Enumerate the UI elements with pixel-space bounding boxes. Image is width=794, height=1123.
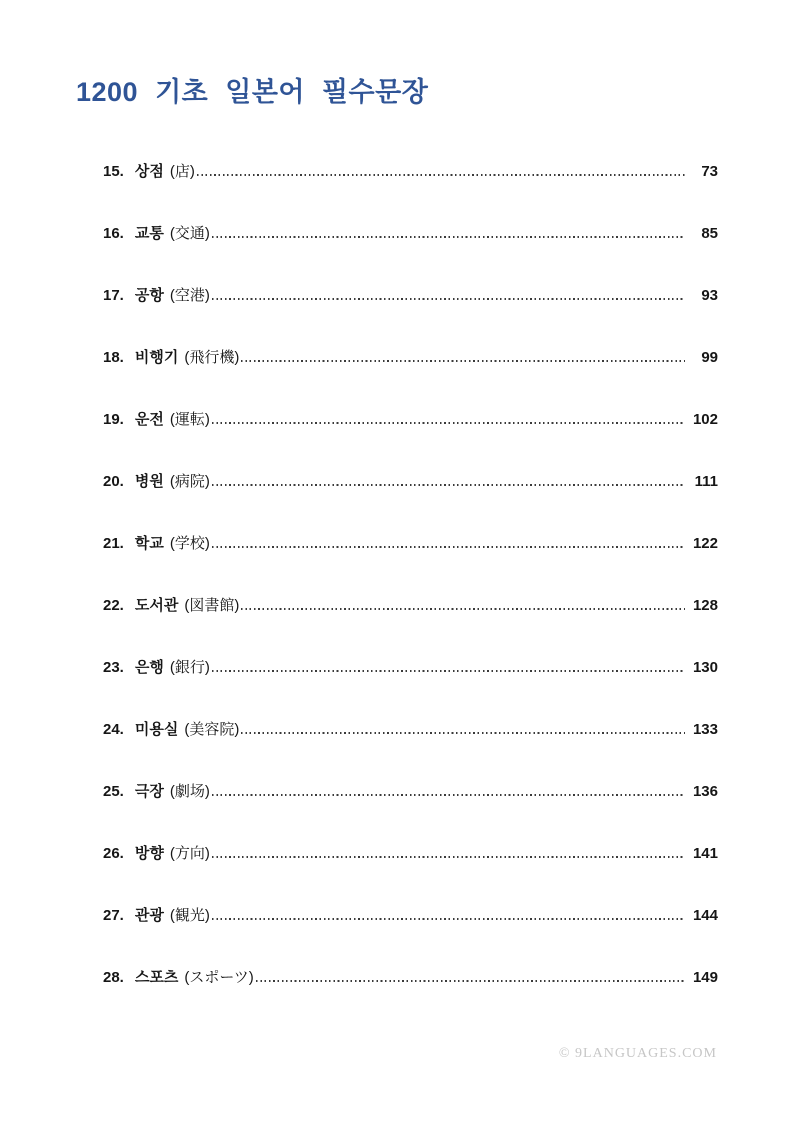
toc-entry-page-number: 149: [692, 969, 718, 986]
toc-entry-number: 21.: [103, 535, 124, 552]
toc-entry-number: 18.: [103, 349, 124, 366]
toc-entry[interactable]: [103, 346, 718, 366]
dot-leader: [241, 732, 685, 734]
toc-entry-page-number: 130: [692, 659, 718, 676]
toc-entry-title: 방향: [134, 845, 164, 862]
toc-entry-number: 16.: [103, 225, 124, 242]
toc-entry-page-number: 102: [692, 411, 718, 428]
toc-entry-page-number: 122: [692, 535, 718, 552]
toc-entry[interactable]: [103, 408, 718, 428]
toc-entry-page-number: 93: [701, 287, 718, 304]
toc-entry-title: 관광: [134, 907, 164, 924]
toc-entry-number: 20.: [103, 473, 124, 490]
toc-entry[interactable]: [103, 842, 718, 862]
toc-entry-title: 미용실: [134, 721, 179, 738]
dot-leader: [241, 360, 685, 362]
toc-entry-annotation: (学校): [169, 535, 210, 552]
dot-leader: [212, 918, 685, 920]
dot-leader: [241, 608, 685, 610]
table-of-contents: [103, 160, 718, 986]
toc-entry-number: 26.: [103, 845, 124, 862]
dot-leader: [256, 980, 685, 982]
toc-entry-annotation: (交通): [169, 225, 210, 242]
toc-entry-annotation: (銀行): [169, 659, 210, 676]
dot-leader: [212, 794, 685, 796]
toc-entry-annotation: (スポーツ): [184, 969, 254, 986]
toc-entry[interactable]: [103, 656, 718, 676]
dot-leader: [212, 236, 685, 238]
toc-entry-annotation: (店): [169, 163, 195, 180]
toc-entry-number: 25.: [103, 783, 124, 800]
toc-entry[interactable]: [103, 284, 718, 304]
toc-entry-page-number: 73: [701, 163, 718, 180]
dot-leader: [212, 422, 685, 424]
toc-entry[interactable]: [103, 594, 718, 614]
toc-entry-number: 24.: [103, 721, 124, 738]
toc-entry-number: 17.: [103, 287, 124, 304]
toc-entry[interactable]: [103, 780, 718, 800]
page-title: 1200 기초 일본어 필수문장: [76, 77, 429, 107]
toc-entry-title: 스포츠: [134, 969, 179, 986]
dot-leader: [212, 546, 685, 548]
toc-entry[interactable]: [103, 904, 718, 924]
toc-entry-title: 공항: [134, 287, 164, 304]
toc-entry-page-number: 111: [694, 473, 718, 490]
toc-entry-number: 15.: [103, 163, 124, 180]
toc-entry-title: 비행기: [134, 349, 179, 366]
toc-entry-title: 학교: [134, 535, 164, 552]
toc-entry[interactable]: [103, 470, 718, 490]
toc-entry-number: 28.: [103, 969, 124, 986]
toc-entry-number: 23.: [103, 659, 124, 676]
toc-entry-annotation: (病院): [169, 473, 210, 490]
copyright-footer: © 9LANGUAGES.COM: [558, 1046, 717, 1061]
toc-entry-page-number: 99: [701, 349, 718, 366]
toc-entry-title: 교통: [134, 225, 164, 242]
toc-entry-page-number: 144: [692, 907, 718, 924]
toc-entry-number: 27.: [103, 907, 124, 924]
toc-entry-page-number: 141: [692, 845, 718, 862]
toc-entry-title: 운전: [134, 411, 164, 428]
dot-leader: [212, 856, 685, 858]
toc-entry-title: 병원: [134, 473, 164, 490]
toc-entry-annotation: (劇场): [169, 783, 210, 800]
toc-entry-annotation: (運転): [169, 411, 210, 428]
toc-entry[interactable]: [103, 966, 718, 986]
toc-entry-annotation: (空港): [169, 287, 210, 304]
dot-leader: [197, 174, 685, 176]
toc-entry-annotation: (観光): [169, 907, 210, 924]
toc-entry-page-number: 133: [692, 721, 718, 738]
toc-entry-number: 22.: [103, 597, 124, 614]
toc-entry-annotation: (美容院): [184, 721, 240, 738]
toc-entry[interactable]: [103, 718, 718, 738]
toc-entry-annotation: (飛行機): [184, 349, 240, 366]
dot-leader: [212, 484, 685, 486]
toc-entry-number: 19.: [103, 411, 124, 428]
toc-entry-page-number: 136: [692, 783, 718, 800]
toc-entry-title: 상점: [134, 163, 164, 180]
toc-entry-page-number: 128: [692, 597, 718, 614]
toc-entry-title: 극장: [134, 783, 164, 800]
toc-entry-annotation: (図書館): [184, 597, 240, 614]
toc-entry[interactable]: [103, 160, 718, 180]
dot-leader: [212, 670, 685, 672]
toc-entry[interactable]: [103, 222, 718, 242]
toc-entry[interactable]: [103, 532, 718, 552]
toc-entry-title: 은행: [134, 659, 164, 676]
toc-entry-annotation: (方向): [169, 845, 210, 862]
dot-leader: [212, 298, 685, 300]
toc-entry-page-number: 85: [701, 225, 718, 242]
toc-entry-title: 도서관: [134, 597, 179, 614]
